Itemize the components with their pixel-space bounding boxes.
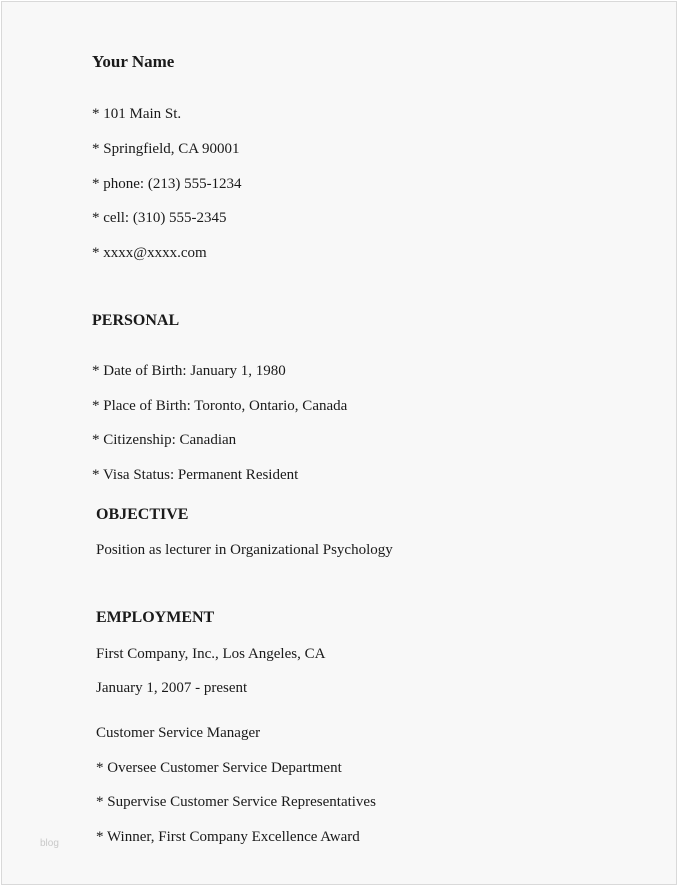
employment-heading: EMPLOYMENT (96, 609, 215, 626)
objective-text: Position as lecturer in Organizational Psychology (96, 542, 393, 558)
employment-duty: * Oversee Customer Service Department (96, 760, 342, 776)
employment-duty: * Winner, First Company Excellence Award (96, 829, 360, 845)
personal-item: * Place of Birth: Toronto, Ontario, Canada (92, 398, 348, 414)
personal-heading: PERSONAL (92, 312, 180, 329)
employment-dates: January 1, 2007 - present (96, 680, 248, 696)
contact-email: * xxxx@xxxx.com (92, 245, 207, 261)
personal-item: * Visa Status: Permanent Resident (92, 467, 299, 483)
watermark: blog (40, 838, 59, 849)
personal-item: * Citizenship: Canadian (92, 432, 237, 448)
employment-title: Customer Service Manager (96, 725, 261, 741)
contact-cell: * cell: (310) 555-2345 (92, 210, 227, 226)
contact-city: * Springfield, CA 90001 (92, 141, 240, 157)
contact-phone: * phone: (213) 555-1234 (92, 176, 242, 192)
resume-page (1, 1, 677, 885)
employment-duty: * Supervise Customer Service Representatives (96, 794, 376, 810)
personal-item: * Date of Birth: January 1, 1980 (92, 363, 286, 379)
resume-name: Your Name (92, 52, 175, 71)
employment-company: First Company, Inc., Los Angeles, CA (96, 646, 326, 662)
objective-heading: OBJECTIVE (96, 506, 189, 523)
contact-address: * 101 Main St. (92, 106, 182, 122)
